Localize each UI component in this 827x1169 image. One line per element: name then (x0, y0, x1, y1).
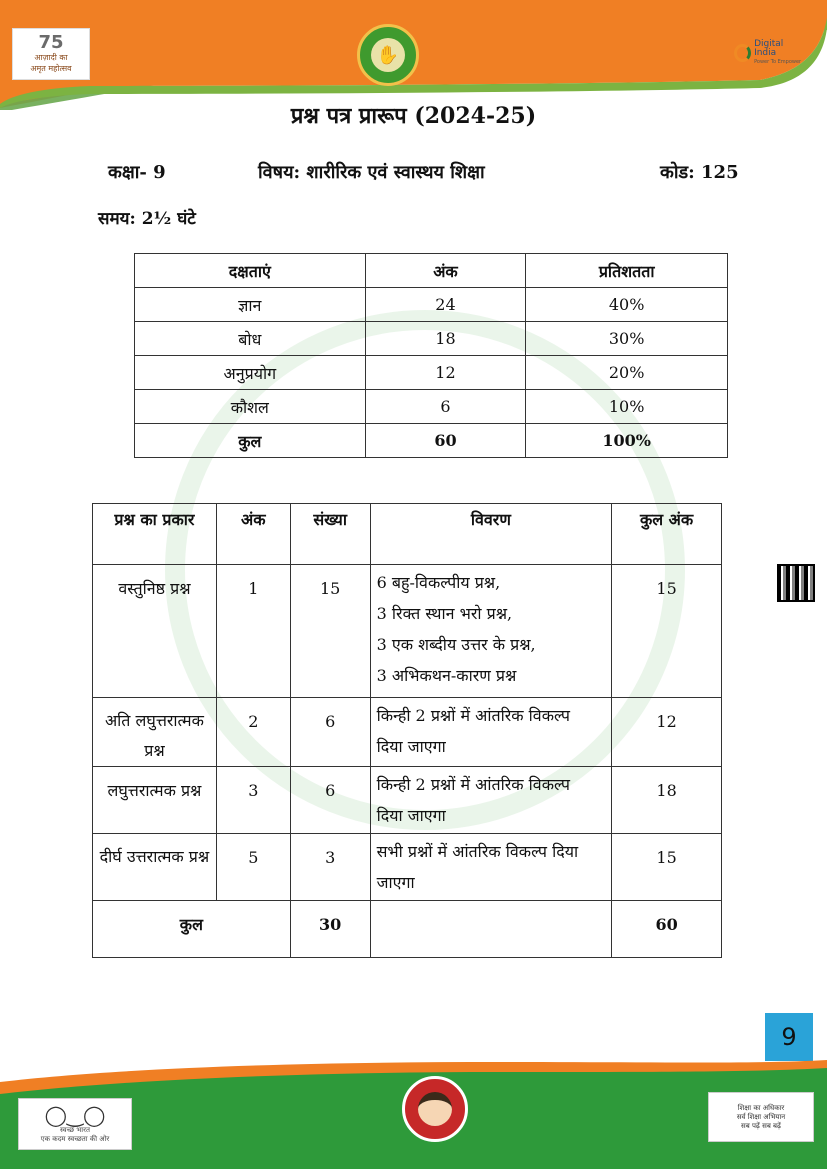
board-seal-icon (357, 24, 419, 86)
total-label: कुल (135, 424, 366, 458)
header-cell: कुल अंक (612, 504, 722, 565)
question-total: 15 (612, 834, 722, 901)
detail-line: 3 एक शब्दीय उत्तर के प्रश्न, (376, 635, 536, 654)
qr-code-icon (777, 564, 815, 602)
table-row (135, 322, 728, 356)
header-cell: प्रतिशतता (526, 254, 728, 288)
question-type: दीर्घ उत्तरात्मक प्रश्न (93, 834, 217, 901)
header-cell: दक्षताएं (135, 254, 366, 288)
question-total: 18 (612, 767, 722, 834)
question-type-table (92, 503, 722, 958)
table-row (93, 834, 722, 901)
table-cell: 24 (365, 288, 526, 322)
logo-number: 75 (38, 32, 64, 53)
table-row (135, 356, 728, 390)
table-row (93, 565, 722, 698)
question-details (370, 698, 612, 767)
question-type: लघुत्तरात्मक प्रश्न (93, 767, 217, 834)
question-total: 12 (612, 698, 722, 767)
detail-line: जाएगा (376, 873, 415, 892)
header-cell: अंक (365, 254, 526, 288)
code-label: कोड: 125 (660, 162, 739, 183)
table-row (135, 390, 728, 424)
detail-line: किन्ही 2 प्रश्नों में आंतरिक विकल्प (376, 775, 570, 794)
table-cell: 10% (526, 390, 728, 424)
subject-label: विषय: शारीरिक एवं स्वास्थय शिक्षा (258, 162, 485, 183)
class-label: कक्षा- 9 (108, 162, 166, 183)
total-label: कुल (93, 901, 291, 958)
header-cell: प्रश्न का प्रकार (93, 504, 217, 565)
logo-line1: आज़ादी का (34, 53, 68, 62)
rte-line2: सब पढ़ें सब बढ़ें (741, 1121, 781, 1130)
table-cell: कौशल (135, 390, 366, 424)
seal-emblem-icon: ✋ (371, 38, 405, 72)
swachh-bharat-words: स्वच्छ भारत (60, 1126, 90, 1134)
digital-india-tagline: Power To Empower (754, 58, 802, 65)
table-cell: 6 (365, 390, 526, 424)
header-cell: विवरण (370, 504, 612, 565)
detail-line: सभी प्रश्नों में आंतरिक विकल्प दिया (376, 842, 579, 861)
question-count: 6 (290, 698, 370, 767)
total-marks: 60 (612, 901, 722, 958)
question-type: वस्तुनिष्ठ प्रश्न (93, 565, 217, 698)
total-details-empty (370, 901, 612, 958)
table-row (93, 698, 722, 767)
detail-line: 3 अभिकथन-कारण प्रश्न (376, 666, 517, 685)
table-cell: अनुप्रयोग (135, 356, 366, 390)
logo-line2: अमृत महोत्सव (30, 64, 72, 73)
question-count: 15 (290, 565, 370, 698)
swachh-bharat-logo (18, 1098, 132, 1150)
girl-face-icon (418, 1092, 452, 1126)
table-header-row (135, 254, 728, 288)
swachh-bharat-tagline: एक कदम स्वच्छता की ओर (40, 1135, 110, 1143)
question-count: 6 (290, 767, 370, 834)
table-cell: 18 (365, 322, 526, 356)
table-cell: ज्ञान (135, 288, 366, 322)
digital-india-ring-icon (734, 44, 751, 62)
page-number: 9 (765, 1013, 813, 1061)
detail-line: 6 बहु-विकल्पीय प्रश्न, (376, 573, 501, 592)
table-total-row (135, 424, 728, 458)
header-cell: संख्या (290, 504, 370, 565)
rte-line1: सर्व शिक्षा अभियान (736, 1112, 786, 1121)
total-marks: 60 (365, 424, 526, 458)
table-cell: बोध (135, 322, 366, 356)
question-details (370, 565, 612, 698)
question-marks: 3 (216, 767, 290, 834)
question-count: 3 (290, 834, 370, 901)
table-row (135, 288, 728, 322)
header-cell: अंक (216, 504, 290, 565)
beti-bachao-logo (402, 1076, 468, 1142)
total-percent: 100% (526, 424, 728, 458)
question-marks: 2 (216, 698, 290, 767)
table-total-row (93, 901, 722, 958)
table-cell: 12 (365, 356, 526, 390)
table-cell: 20% (526, 356, 728, 390)
detail-line: 3 रिक्त स्थान भरो प्रश्न, (376, 604, 513, 623)
competency-table (134, 253, 728, 458)
question-total: 15 (612, 565, 722, 698)
question-details (370, 767, 612, 834)
table-header-row (93, 504, 722, 565)
detail-line: दिया जाएगा (376, 806, 446, 825)
question-details (370, 834, 612, 901)
rte-title: शिक्षा का अधिकार (737, 1103, 785, 1112)
total-count: 30 (290, 901, 370, 958)
question-marks: 1 (216, 565, 290, 698)
glasses-icon: ◯‿◯ (44, 1103, 106, 1127)
table-row (93, 767, 722, 834)
page-title: प्रश्न पत्र प्रारूप (2024-25) (290, 103, 537, 129)
detail-line: दिया जाएगा (376, 737, 446, 756)
question-type: अति लघुत्तरात्मक प्रश्न (93, 698, 217, 767)
digital-india-logo (734, 40, 804, 66)
detail-line: किन्ही 2 प्रश्नों में आंतरिक विकल्प (376, 706, 570, 725)
meta-row (0, 160, 827, 186)
rte-logo (708, 1092, 814, 1142)
time-label: समय: 2½ घंटे (98, 209, 196, 229)
azadi-amrit-mahotsav-logo (12, 28, 90, 80)
table-cell: 40% (526, 288, 728, 322)
question-marks: 5 (216, 834, 290, 901)
table-cell: 30% (526, 322, 728, 356)
digital-india-title: Digital India (754, 38, 784, 58)
